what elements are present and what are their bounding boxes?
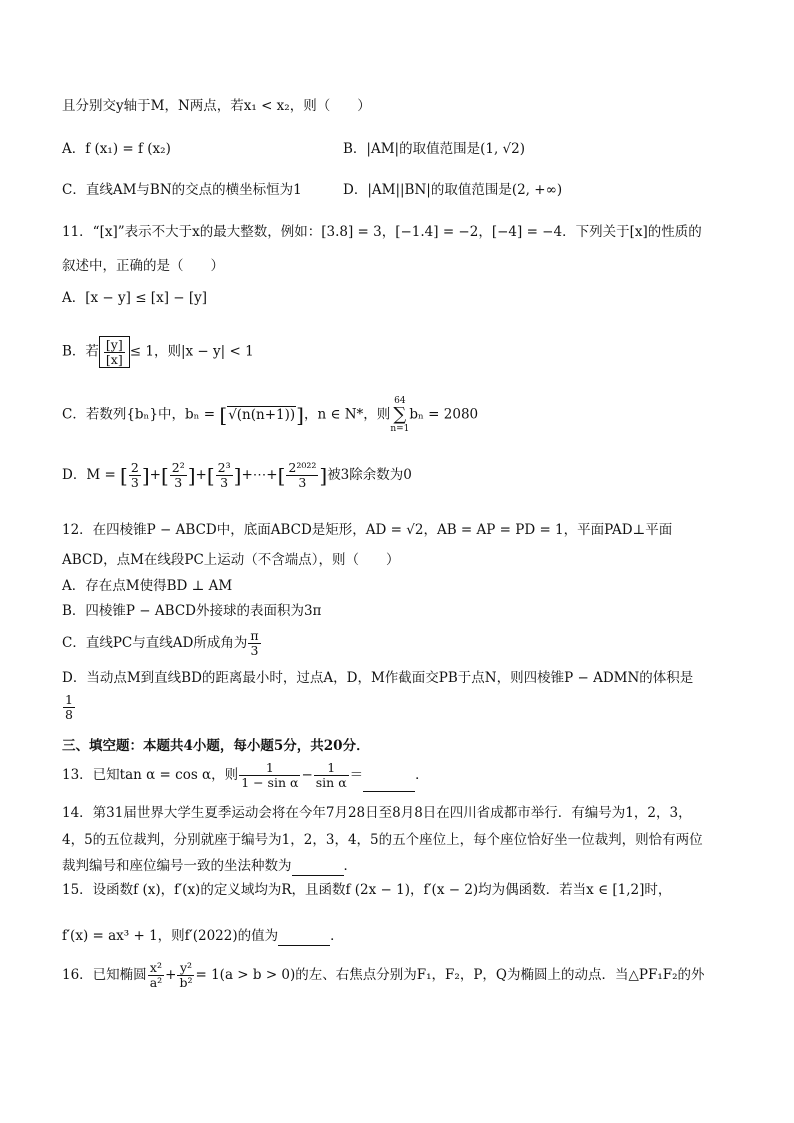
- d4-den: 3: [298, 475, 307, 490]
- q16-f1-den: a²: [149, 975, 163, 990]
- q13-f2-num: 1: [314, 761, 349, 776]
- q16-prefix: 16．已知椭圆: [62, 967, 147, 983]
- q11c-sum: 64 ∑ n=1: [390, 396, 410, 434]
- q11-stem-line2: 叙述中，正确的是（ ）: [62, 258, 224, 274]
- q11c-sqrt: √(n(n+1)): [228, 406, 296, 423]
- sum-upper: 64: [394, 396, 406, 406]
- q11b-suffix: ≤ 1，则|x − y| < 1: [129, 343, 254, 360]
- q11-option-c: C．若数列{bₙ}中，bₙ = [√(n(n+1))]，n ∈ N*，则64 ∑ n=1bₙ = 2080: [62, 396, 479, 434]
- q11c-end: bₙ = 2080: [409, 406, 479, 423]
- q13-minus: −: [301, 767, 313, 783]
- q14-answer-blank[interactable]: [292, 861, 344, 876]
- q13-prefix: 13．已知tan α = cos α，则: [62, 767, 239, 783]
- d2-den: 3: [174, 475, 183, 490]
- d1-den: 3: [130, 475, 139, 490]
- q15-text: f′(x) = ax³ + 1，则f′(2022)的值为: [62, 928, 279, 944]
- q12c-den: 3: [250, 643, 259, 658]
- d2-num: 2²: [171, 460, 185, 475]
- q10-continuation: 且分别交y轴于M，N两点，若x₁ < x₂，则（ ）: [62, 98, 371, 114]
- sum-lower: n=1: [390, 424, 410, 434]
- q13-f1-num: 1: [239, 761, 300, 776]
- q14-line1: 14．第31届世界大学生夏季运动会将在今年7月28日至8月8日在四川省成都市举行．有编号为1，2，3，: [62, 805, 692, 821]
- q15-line2: [62, 926, 344, 946]
- q11d-suffix: 被3除余数为0: [327, 467, 412, 483]
- q11d-prefix: D．M =: [62, 467, 116, 483]
- d4-num: 2²⁰²²: [288, 460, 317, 475]
- q10-option-b: B．|AM|的取值范围是(1, √2): [343, 141, 525, 157]
- q12c-num: π: [250, 628, 259, 643]
- q13: [62, 758, 429, 792]
- q16-plus: +: [165, 967, 177, 983]
- q12d-den: 8: [65, 707, 73, 722]
- q11-stem-line1: 11．“[x]”表示不大于x的最大整数，例如：[3.8] = 3，[−1.4] = −2，[−4] = −4．下列关于[x]的性质的: [62, 224, 702, 240]
- q14-period: ．: [343, 858, 357, 874]
- q10-option-d: D．|AM||BN|的取值范围是(2, +∞): [343, 182, 563, 198]
- q13-f2-den: sin α: [315, 775, 347, 790]
- q16-f2-den: b²: [179, 975, 193, 990]
- q15-line1: 15．设函数f (x)，f′(x)的定义域均为R，且函数f (2x − 1)，f′(x − 2)均为偶函数．若当x ∈ [1,2]时，: [62, 882, 672, 898]
- q12-option-d: D．当动点M到直线BD的距离最小时，过点A，D，M作截面交PB于点N，则四棱锥P − ADMN的体积是: [62, 670, 694, 686]
- q12c-prefix: C．直线PC与直线AD所成角为: [62, 635, 248, 651]
- q12-option-c: [62, 626, 262, 660]
- q12-option-d-fraction: [62, 690, 76, 724]
- q12-stem-line1: 12．在四棱锥P − ABCD中，底面ABCD是矩形，AD = √2，AB = AP = PD = 1，平面PAD⊥平面: [62, 522, 673, 538]
- q10-option-a: A．f (x₁) = f (x₂): [62, 141, 171, 157]
- q16-suffix: = 1(a > b > 0)的左、右焦点分别为F₁，F₂，P，Q为椭圆上的动点．当△PF₁F₂的外: [195, 967, 705, 983]
- q13-equals: ＝: [349, 767, 364, 783]
- q13-f1-den: 1 − sin α: [241, 775, 299, 790]
- q16: [62, 958, 705, 992]
- q16-f2-num: y²: [177, 961, 194, 976]
- q11b-den: [x]: [105, 352, 123, 367]
- q11-option-a: A．[x − y] ≤ [x] − [y]: [62, 290, 208, 306]
- q11c-mid: ，n ∈ N*，则: [303, 406, 391, 423]
- q15-period: ．: [330, 928, 344, 944]
- q15-answer-blank[interactable]: [278, 931, 330, 946]
- q14-line2: 4，5的五位裁判，分别就座于编号为1，2，3，4，5的五个座位上，每个座位恰好坐一位裁判，则恰有两位: [62, 832, 703, 848]
- q11b-num: [y]: [105, 337, 123, 352]
- q13-answer-blank[interactable]: [363, 777, 415, 792]
- q12-stem-line2: ABCD，点M在线段PC上运动（不含端点），则（ ）: [62, 552, 400, 568]
- q11-option-b: [62, 336, 254, 368]
- q11c-prefix: C．若数列{bₙ}中，bₙ =: [62, 406, 216, 423]
- q14-line3: [62, 856, 357, 876]
- d1-num: 2: [130, 460, 139, 475]
- q10-option-c: C．直线AM与BN的交点的横坐标恒为1: [62, 182, 302, 198]
- d3-den: 3: [220, 475, 229, 490]
- q12d-num: 1: [65, 692, 73, 707]
- d-dots: +⋯+: [241, 467, 278, 483]
- q16-f1-num: x²: [148, 961, 164, 976]
- q11b-abs-fraction: [99, 336, 130, 368]
- q11b-prefix: B．若: [62, 343, 99, 360]
- d3-num: 2³: [217, 460, 231, 475]
- q14-text: 裁判编号和座位编号一致的坐法种数为: [62, 858, 292, 874]
- q13-period: ．: [415, 767, 429, 783]
- section-3-title: 三、填空题：本题共4小题，每小题5分，共20分．: [62, 738, 370, 754]
- q12-option-b: B．四棱锥P − ABCD外接球的表面积为3π: [62, 603, 322, 619]
- q11-option-d: D．M = [ $\frac{2}{3}$ ]+[ $\frac{\text{2²}}{3}$ ]+[ $\frac{\text{2³}}{3}$ ]+⋯+[ $\frac{\text{2²⁰²²}}{3}$ ]被3除余数为0: [62, 460, 412, 490]
- q12-option-a: A．存在点M使得BD ⊥ AM: [62, 578, 233, 594]
